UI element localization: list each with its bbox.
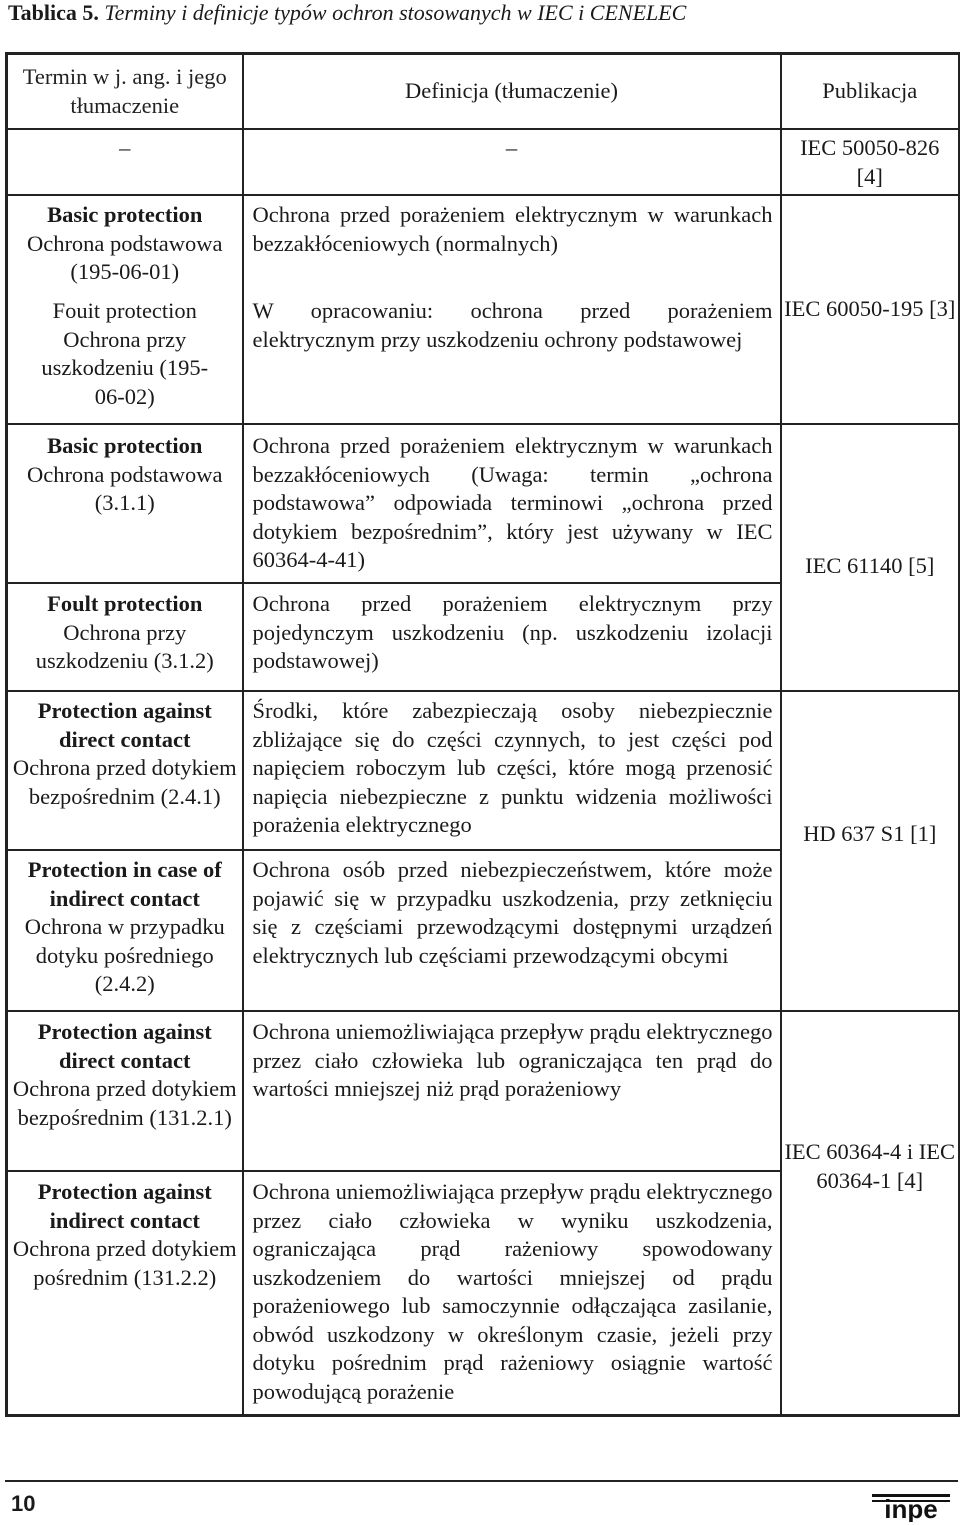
definition-cell: Ochrona osób przed niebezpieczeństwem, które może pojawić się w przypadku uszkodzenia, przy zetknięciu się z częściami przewodzącymi dostępnymi urządzeń elektrycznych lub częściami przewodzącymi obcymi — [243, 850, 781, 1011]
caption-title: Terminy i definicje typów ochron stosowanych w IEC i CENELEC — [104, 0, 687, 25]
publication-cell: IEC 60050-195 [3] — [781, 195, 960, 424]
term-polish: Ochrona przy uszkodzeniu (195-06-02) — [41, 326, 209, 409]
header-definition: Definicja (tłumaczenie) — [243, 54, 781, 130]
term-polish: Ochrona podstawowa (195-06-01) — [26, 230, 223, 284]
definitions-table — [5, 52, 960, 1417]
publication-cell: IEC 61140 [5] — [781, 424, 960, 691]
publisher-logo — [872, 1488, 950, 1522]
publication-cell: HD 637 S1 [1] — [781, 691, 960, 1011]
term-cell — [7, 195, 243, 297]
definition-cell: W opracowaniu: ochrona przed porażeniem elektrycznym przy uszkodzeniu ochrony podstawowej — [243, 297, 781, 424]
term-english: Protection against direct contact — [37, 1019, 212, 1073]
header-publication: Publikacja — [781, 54, 960, 130]
table-row — [7, 1011, 960, 1171]
term-english: Fouit protection — [52, 298, 197, 323]
term-polish: Ochrona w przypadku dotyku pośredniego (2.4.2) — [24, 914, 225, 996]
term-english: Basic protection — [47, 433, 203, 458]
definition-cell: Ochrona przed porażeniem elektrycznym przy pojedynczym uszkodzeniu (np. uszkodzeniu izolacji podstawowej) — [243, 583, 781, 691]
publication-cell: IEC 60364-4 i IEC 60364-1 [4] — [781, 1011, 960, 1416]
term-english: Foult protection — [47, 591, 203, 616]
definition-cell: Ochrona uniemożliwiająca przepływ prądu elektrycznego przez ciało człowieka lub ograniczająca ten prąd do wartości mniejszej niż prąd porażeniowy — [243, 1011, 781, 1171]
term-cell — [7, 691, 243, 850]
term-english: Protection against indirect contact — [37, 1179, 212, 1233]
table-header-row — [7, 54, 960, 130]
header-term: Termin w j. ang. i jego tłumaczenie — [7, 54, 243, 130]
term-polish: Ochrona przed dotykiem bezpośrednim (131.2.1) — [12, 1076, 237, 1130]
term-english: Basic protection — [47, 202, 203, 227]
definition-cell: Ochrona przed porażeniem elektrycznym w warunkach bezzakłóceniowych (normalnych) — [243, 195, 781, 297]
term-cell — [7, 297, 243, 424]
publication-cell: IEC 50050-826 [4] — [781, 129, 960, 195]
term-cell — [7, 1011, 243, 1171]
definition-cell: Środki, które zabezpieczają osoby niebezpiecznie zbliżające się do części czynnych, to jest części pod napięciem roboczym lub części, które mogą przenosić napięcia niebezpieczne z punktu widzenia możliwości porażenia elektrycznego — [243, 691, 781, 850]
term-cell — [7, 1171, 243, 1416]
term-polish: Ochrona przed dotykiem bezpośrednim (2.4.1) — [12, 755, 237, 809]
term-polish: Ochrona przed dotykiem pośrednim (131.2.2) — [12, 1236, 237, 1290]
definition-cell: – — [243, 129, 781, 195]
table-row — [7, 195, 960, 297]
term-cell — [7, 424, 243, 583]
table-row — [7, 129, 960, 195]
term-cell — [7, 850, 243, 1011]
caption-label: Tablica 5. — [8, 0, 99, 25]
definition-cell: Ochrona uniemożliwiająca przepływ prądu elektrycznego przez ciało człowieka w wyniku uszkodzenia, ograniczająca prąd rażeniowy spowodowany uszkodzeniem do wartości mniejszej od prądu porażeniowego lub samoczynnie odłączająca zasilanie, obwód uszkodzony w określonym czasie, jeżeli przy dotyku pośrednim prąd rażeniowy osiągnie wartość powodującą porażenie — [243, 1171, 781, 1416]
page-number: 10 — [11, 1491, 36, 1516]
footer-divider — [5, 1480, 958, 1482]
table-row — [7, 691, 960, 850]
term-english: Protection in case of indirect contact — [27, 857, 222, 911]
term-cell: – — [7, 129, 243, 195]
term-cell — [7, 583, 243, 691]
table-row — [7, 424, 960, 583]
svg-text:inpe: inpe — [884, 1494, 938, 1522]
definition-cell: Ochrona przed porażeniem elektrycznym w warunkach bezzakłóceniowych (Uwaga: termin „ochrona podstawowa” odpowiada terminowi „ochrona przed dotykiem bezpośrednim”, który jest używany w IEC 60364-4-41) — [243, 424, 781, 583]
table-caption — [8, 0, 686, 26]
term-polish: Ochrona przy uszkodzeniu (3.1.2) — [35, 619, 214, 673]
term-english: Protection against direct contact — [37, 698, 212, 752]
term-polish: Ochrona podstawowa (3.1.1) — [26, 461, 223, 515]
